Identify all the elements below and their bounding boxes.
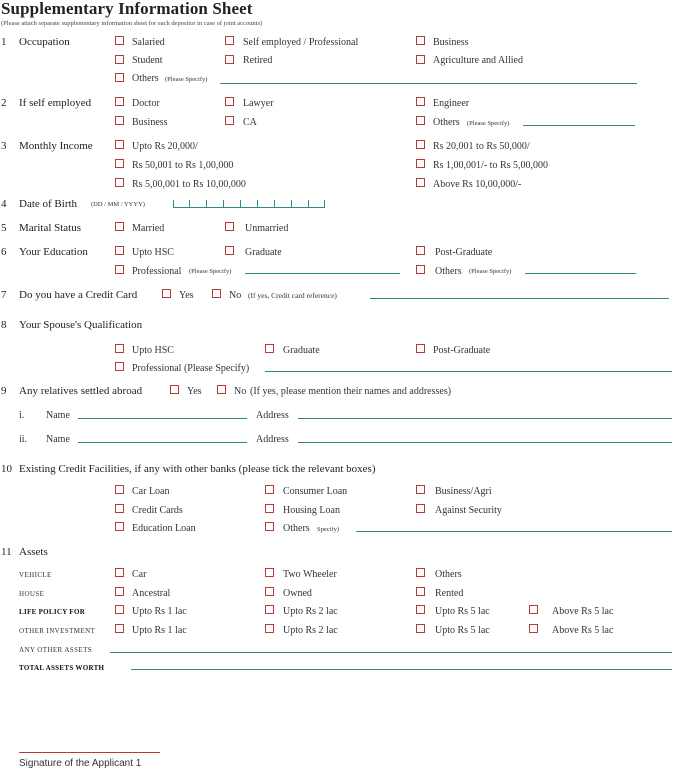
option-label: Engineer bbox=[433, 98, 470, 109]
option-label: Self employed / Professional bbox=[243, 37, 359, 48]
life-policy-5-lac-checkbox[interactable] bbox=[416, 605, 425, 614]
page-title: Supplementary Information Sheet bbox=[1, 0, 253, 18]
spouse-upto-hsc-checkbox[interactable] bbox=[115, 344, 124, 353]
option-label: Graduate bbox=[283, 345, 320, 356]
option-label: No bbox=[229, 290, 242, 301]
option-label: Post-Graduate bbox=[433, 345, 491, 356]
relatives-yes-checkbox[interactable] bbox=[170, 385, 179, 394]
income-500001-1000000-checkbox[interactable] bbox=[115, 178, 124, 187]
income-label: Monthly Income bbox=[19, 140, 93, 152]
dob-divider bbox=[324, 200, 325, 208]
option-label: Others bbox=[435, 266, 462, 277]
marital-label: Marital Status bbox=[19, 222, 82, 234]
option-label: Car Loan bbox=[132, 486, 170, 497]
section-number: 9 bbox=[1, 385, 7, 397]
option-hint: Specify) bbox=[317, 526, 340, 533]
education-graduate-checkbox[interactable] bbox=[225, 246, 234, 255]
option-label: Two Wheeler bbox=[283, 569, 337, 580]
option-label: Married bbox=[132, 223, 165, 234]
life-policy-1-lac-checkbox[interactable] bbox=[115, 605, 124, 614]
option-label: Rs 5,00,001 to Rs 10,00,000 bbox=[132, 179, 246, 190]
name-label: Name bbox=[46, 434, 70, 445]
relatives-label: Any relatives settled abroad bbox=[19, 385, 143, 397]
occupation-student-checkbox[interactable] bbox=[115, 55, 124, 64]
relative-1-address-field[interactable] bbox=[298, 418, 672, 419]
occupation-others-checkbox[interactable] bbox=[115, 73, 124, 82]
dob-divider bbox=[274, 200, 275, 208]
occupation-label: Occupation bbox=[19, 36, 70, 48]
section-number: 2 bbox=[1, 97, 7, 109]
education-professional-checkbox[interactable] bbox=[115, 265, 124, 274]
spouse-label: Your Spouse's Qualification bbox=[19, 319, 143, 331]
investment-1-lac-checkbox[interactable] bbox=[115, 624, 124, 633]
option-label: Above Rs 5 lac bbox=[552, 606, 614, 617]
address-label: Address bbox=[256, 434, 289, 445]
facility-education-loan-checkbox[interactable] bbox=[115, 522, 124, 531]
income-above-1000000-checkbox[interactable] bbox=[416, 178, 425, 187]
self-employed-label: If self employed bbox=[19, 97, 92, 109]
option-label: Upto HSC bbox=[132, 247, 174, 258]
option-label: Against Security bbox=[435, 505, 502, 516]
investment-above-5-lac-checkbox[interactable] bbox=[529, 624, 538, 633]
relative-2-address-field[interactable] bbox=[298, 442, 672, 443]
option-label: Retired bbox=[243, 55, 273, 66]
option-label: Others bbox=[132, 73, 159, 84]
option-label: Upto Rs 5 lac bbox=[435, 625, 490, 636]
section-number: 10 bbox=[1, 463, 12, 475]
signature-label: Signature of the Applicant 1 bbox=[19, 758, 142, 769]
credit-card-label: Do you have a Credit Card bbox=[19, 289, 138, 301]
occupation-agriculture-checkbox[interactable] bbox=[416, 55, 425, 64]
option-label: Others bbox=[433, 117, 460, 128]
option-label: Others bbox=[283, 523, 310, 534]
investment-5-lac-checkbox[interactable] bbox=[416, 624, 425, 633]
option-label: Car bbox=[132, 569, 147, 580]
option-label: Agriculture and Allied bbox=[433, 55, 523, 66]
option-label: Upto Rs 5 lac bbox=[435, 606, 490, 617]
option-label: Professional (Please Specify) bbox=[132, 363, 250, 374]
option-label: Upto Rs 2 lac bbox=[283, 606, 338, 617]
option-label: Business/Agri bbox=[435, 486, 492, 497]
marital-unmarried-checkbox[interactable] bbox=[225, 222, 234, 231]
other-investment-label: OTHER INVESTMENT bbox=[19, 627, 96, 635]
option-label: Upto Rs 2 lac bbox=[283, 625, 338, 636]
option-label: Yes bbox=[179, 290, 194, 301]
house-rented-checkbox[interactable] bbox=[416, 587, 425, 596]
education-others-checkbox[interactable] bbox=[416, 265, 425, 274]
section-number: 4 bbox=[1, 198, 7, 210]
dob-divider bbox=[189, 200, 190, 208]
option-label: Yes bbox=[187, 386, 202, 397]
relatives-no-checkbox[interactable] bbox=[217, 385, 226, 394]
total-assets-label: TOTAL ASSETS WORTH bbox=[19, 664, 105, 672]
credit-card-no-checkbox[interactable] bbox=[212, 289, 221, 298]
facility-business-agri-checkbox[interactable] bbox=[416, 485, 425, 494]
life-policy-above-5-lac-checkbox[interactable] bbox=[529, 605, 538, 614]
facility-others-field[interactable] bbox=[356, 531, 672, 532]
marital-married-checkbox[interactable] bbox=[115, 222, 124, 231]
spouse-post-graduate-checkbox[interactable] bbox=[416, 344, 425, 353]
option-label: Credit Cards bbox=[132, 505, 183, 516]
facility-housing-loan-checkbox[interactable] bbox=[265, 504, 274, 513]
income-upto-20000-checkbox[interactable] bbox=[115, 140, 124, 149]
dob-label: Date of Birth bbox=[19, 198, 78, 210]
option-hint: (Please Specify) bbox=[189, 268, 232, 275]
option-label: Consumer Loan bbox=[283, 486, 348, 497]
income-50001-100000-checkbox[interactable] bbox=[115, 159, 124, 168]
self-employed-ca-checkbox[interactable] bbox=[225, 116, 234, 125]
option-label: Rented bbox=[435, 588, 464, 599]
education-label: Your Education bbox=[19, 246, 88, 258]
investment-2-lac-checkbox[interactable] bbox=[265, 624, 274, 633]
occupation-business-checkbox[interactable] bbox=[416, 36, 425, 45]
credit-card-yes-checkbox[interactable] bbox=[162, 289, 171, 298]
option-label: Upto Rs 1 lac bbox=[132, 625, 187, 636]
dob-divider bbox=[257, 200, 258, 208]
facility-car-loan-checkbox[interactable] bbox=[115, 485, 124, 494]
any-other-assets-field[interactable] bbox=[110, 652, 672, 653]
dob-divider bbox=[240, 200, 241, 208]
vehicle-two-wheeler-checkbox[interactable] bbox=[265, 568, 274, 577]
assets-label: Assets bbox=[19, 546, 48, 558]
option-label: CA bbox=[243, 117, 257, 128]
dob-divider bbox=[223, 200, 224, 208]
house-owned-checkbox[interactable] bbox=[265, 587, 274, 596]
option-label: Others bbox=[435, 569, 462, 580]
option-label: Above Rs 5 lac bbox=[552, 625, 614, 636]
education-professional-field[interactable] bbox=[245, 273, 400, 274]
facility-consumer-loan-checkbox[interactable] bbox=[265, 485, 274, 494]
spouse-professional-checkbox[interactable] bbox=[115, 362, 124, 371]
education-post-graduate-checkbox[interactable] bbox=[416, 246, 425, 255]
page-subtitle: (Please attach separate supplementary information sheet for each depositor in case of joint accounts) bbox=[1, 20, 263, 27]
total-assets-field[interactable] bbox=[131, 669, 672, 670]
option-hint: (Please Specify) bbox=[469, 268, 512, 275]
income-100001-500000-checkbox[interactable] bbox=[416, 159, 425, 168]
facility-against-security-checkbox[interactable] bbox=[416, 504, 425, 513]
address-label: Address bbox=[256, 410, 289, 421]
dob-divider bbox=[206, 200, 207, 208]
option-hint: (Please Specify) bbox=[165, 76, 208, 83]
self-employed-engineer-checkbox[interactable] bbox=[416, 97, 425, 106]
spouse-professional-field[interactable] bbox=[265, 371, 672, 372]
option-label: Post-Graduate bbox=[435, 247, 493, 258]
facility-others-checkbox[interactable] bbox=[265, 522, 274, 531]
facility-credit-cards-checkbox[interactable] bbox=[115, 504, 124, 513]
option-label: Lawyer bbox=[243, 98, 274, 109]
option-label: Owned bbox=[283, 588, 312, 599]
option-hint: (Please Specify) bbox=[467, 120, 510, 127]
option-label: Unmarried bbox=[245, 223, 289, 234]
house-ancestral-checkbox[interactable] bbox=[115, 587, 124, 596]
house-label: HOUSE bbox=[19, 590, 45, 598]
signature-line[interactable] bbox=[19, 752, 160, 753]
occupation-retired-checkbox[interactable] bbox=[225, 55, 234, 64]
option-label: Rs 1,00,001/- to Rs 5,00,000 bbox=[433, 160, 549, 171]
any-other-assets-label: ANY OTHER ASSETS bbox=[19, 646, 93, 654]
option-label: Above Rs 10,00,000/- bbox=[433, 179, 522, 190]
section-number: 5 bbox=[1, 222, 7, 234]
self-employed-others-checkbox[interactable] bbox=[416, 116, 425, 125]
vehicle-car-checkbox[interactable] bbox=[115, 568, 124, 577]
life-policy-2-lac-checkbox[interactable] bbox=[265, 605, 274, 614]
option-label: Upto Rs 20,000/ bbox=[132, 141, 198, 152]
occupation-self-employed-checkbox[interactable] bbox=[225, 36, 234, 45]
relatives-hint: (If yes, please mention their names and addresses) bbox=[250, 386, 452, 397]
option-label: Student bbox=[132, 55, 163, 66]
option-label: Rs 20,001 to Rs 50,000/ bbox=[433, 141, 530, 152]
section-number: 8 bbox=[1, 319, 7, 331]
self-employed-others-field[interactable] bbox=[523, 125, 635, 126]
vehicle-others-checkbox[interactable] bbox=[416, 568, 425, 577]
row-roman: i. bbox=[19, 410, 25, 421]
self-employed-business-checkbox[interactable] bbox=[115, 116, 124, 125]
section-number: 6 bbox=[1, 246, 7, 258]
dob-hint: (DD / MM / YYYY) bbox=[91, 201, 145, 208]
vehicle-label: VEHICLE bbox=[19, 571, 52, 579]
option-label: Professional bbox=[132, 266, 182, 277]
name-label: Name bbox=[46, 410, 70, 421]
section-number: 3 bbox=[1, 140, 7, 152]
option-label: Education Loan bbox=[132, 523, 196, 534]
dob-field[interactable] bbox=[173, 200, 325, 208]
occupation-salaried-checkbox[interactable] bbox=[115, 36, 124, 45]
section-number: 11 bbox=[1, 546, 12, 558]
self-employed-doctor-checkbox[interactable] bbox=[115, 97, 124, 106]
option-label: Business bbox=[132, 117, 168, 128]
facilities-label: Existing Credit Facilities, if any with other banks (please tick the relevant boxes) bbox=[19, 463, 376, 475]
option-label: Upto Rs 1 lac bbox=[132, 606, 187, 617]
education-others-field[interactable] bbox=[525, 273, 636, 274]
option-label: Housing Loan bbox=[283, 505, 340, 516]
option-label: Business bbox=[433, 37, 469, 48]
credit-card-hint: (If yes, Credit card reference) bbox=[248, 291, 337, 300]
credit-card-reference-field[interactable] bbox=[370, 298, 669, 299]
option-label: Doctor bbox=[132, 98, 160, 109]
option-label: No bbox=[234, 386, 247, 397]
section-number: 1 bbox=[1, 36, 7, 48]
dob-divider bbox=[173, 200, 174, 208]
education-upto-hsc-checkbox[interactable] bbox=[115, 246, 124, 255]
relative-2-name-field[interactable] bbox=[78, 442, 247, 443]
option-label: Ancestral bbox=[132, 588, 171, 599]
option-label: Graduate bbox=[245, 247, 282, 258]
section-number: 7 bbox=[1, 289, 7, 301]
dob-divider bbox=[291, 200, 292, 208]
self-employed-lawyer-checkbox[interactable] bbox=[225, 97, 234, 106]
income-20001-50000-checkbox[interactable] bbox=[416, 140, 425, 149]
relative-1-name-field[interactable] bbox=[78, 418, 247, 419]
option-label: Upto HSC bbox=[132, 345, 174, 356]
life-policy-label: LIFE POLICY FOR bbox=[19, 608, 86, 616]
option-label: Rs 50,001 to Rs 1,00,000 bbox=[132, 160, 234, 171]
occupation-others-field[interactable] bbox=[220, 83, 637, 84]
option-label: Salaried bbox=[132, 37, 165, 48]
dob-divider bbox=[308, 200, 309, 208]
spouse-graduate-checkbox[interactable] bbox=[265, 344, 274, 353]
row-roman: ii. bbox=[19, 434, 28, 445]
